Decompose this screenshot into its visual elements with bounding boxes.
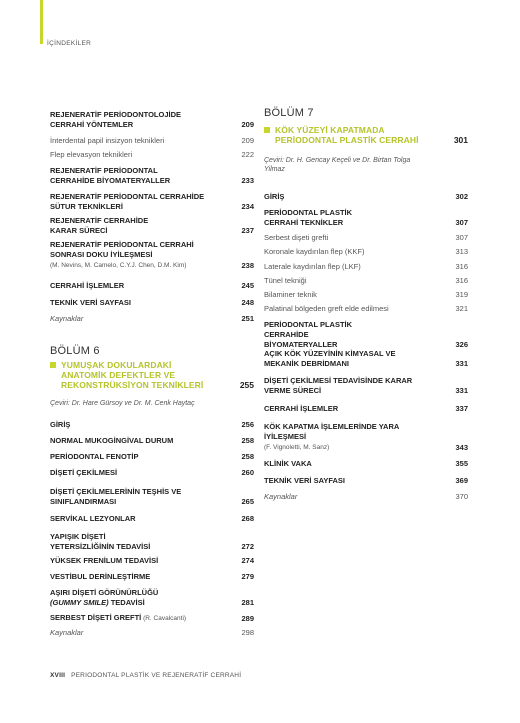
toc-entry-page: 222 [241, 150, 254, 159]
toc-entry-title-text: REJENERATİF PERİODONTAL CERRAHİ SONRASI DOKU İYİLEŞMESİ [50, 240, 194, 259]
toc-entry-page: 251 [241, 314, 254, 323]
toc-entry[interactable] [264, 247, 468, 257]
toc-entry-title: REJENERATİF PERİODONTOLOJİDE CERRAHİ YÖNTEMLER [50, 110, 181, 129]
toc-entry[interactable] [50, 588, 254, 608]
toc-entry-page: 370 [455, 492, 468, 501]
toc-entry-title-text: AŞIRI DİŞETİ GÖRÜNÜRLÜĞÜ [50, 588, 159, 597]
toc-entry-page: 274 [241, 556, 254, 565]
toc-entry[interactable] [264, 192, 468, 202]
toc-entry[interactable] [50, 532, 254, 552]
toc-entry-page: 238 [241, 261, 254, 270]
toc-entry-page: 313 [455, 247, 468, 256]
toc-entry-page: 319 [455, 290, 468, 299]
toc-entry-page: 279 [241, 572, 254, 581]
toc-entry-page: 237 [241, 226, 254, 235]
toc-entry-page: 256 [241, 420, 254, 429]
toc-entry-title: Kaynaklar [264, 492, 298, 501]
toc-entry[interactable] [264, 290, 468, 300]
toc-entry-title: Palatinal bölgeden greft elde edilmesi [264, 304, 389, 313]
toc-entry[interactable] [264, 276, 468, 286]
toc-entry[interactable] [264, 376, 468, 396]
toc-entry[interactable] [50, 572, 254, 582]
chapter-translators: Çeviri: Dr. Hare Gürsoy ve Dr. M. Cenk Haytaç [50, 400, 195, 407]
toc-entry[interactable] [50, 487, 254, 507]
toc-entry-page: 343 [455, 443, 468, 452]
footer-page-number: XVIII [50, 672, 66, 679]
toc-entry[interactable] [50, 628, 254, 638]
toc-entry-page: 321 [455, 304, 468, 313]
chapter-title: YUMUŞAK DOKULARDAKİ ANATOMİK DEFEKTLER VE REKONSTRÜKSİYON TEKNİKLERİ [50, 360, 215, 390]
toc-entry[interactable] [264, 233, 468, 243]
toc-entry[interactable] [50, 166, 254, 186]
toc-entry-page: 331 [455, 359, 468, 368]
toc-entry-authors: (F. Vignoletti, M. Sanz) [264, 444, 330, 451]
toc-entry-title: GİRİŞ [50, 420, 71, 429]
toc-entry-page: 268 [241, 514, 254, 523]
page-header: İÇİNDEKİLER [47, 40, 92, 47]
toc-entry[interactable] [50, 136, 254, 146]
toc-entry-page: 258 [241, 436, 254, 445]
toc-entry[interactable] [50, 298, 254, 308]
toc-entry-title: PERİODONTAL PLASTİK CERRAHİ TEKNİKLER [264, 208, 353, 227]
toc-entry-title: REJENERATİF PERİODONTAL CERRAHİDE BİYOMATERYALLER [50, 166, 171, 185]
toc-entry[interactable] [50, 452, 254, 462]
toc-entry[interactable] [50, 468, 254, 478]
chapter-label: BÖLÜM 6 [50, 345, 100, 357]
toc-entry-title [50, 588, 200, 608]
toc-entry-page: 272 [241, 542, 254, 551]
toc-entry[interactable] [50, 216, 254, 236]
toc-entry-title: DİŞETİ ÇEKİLMESİ TEDAVİSİNDE KARAR VERME SÜRECİ [264, 376, 413, 395]
toc-entry-title: Laterale kaydırılan flep (LKF) [264, 262, 361, 271]
toc-entry-title [264, 422, 414, 453]
toc-entry-title: TEKNİK VERİ SAYFASI [264, 476, 345, 485]
toc-entry[interactable] [264, 459, 468, 469]
toc-entry-title [50, 613, 186, 624]
toc-entry[interactable] [50, 110, 254, 130]
toc-entry-title: İnterdental papil insizyon teknikleri [50, 136, 165, 145]
chapter-title-entry[interactable] [50, 360, 254, 390]
toc-entry-page: 265 [241, 497, 254, 506]
toc-entry-page: 245 [241, 281, 254, 290]
toc-entry[interactable] [50, 613, 254, 624]
toc-entry[interactable] [50, 556, 254, 566]
toc-entry-title: REJENERATİF CERRAHİDE KARAR SÜRECİ [50, 216, 149, 235]
toc-entry[interactable] [50, 314, 254, 324]
chapter-translators: Çeviri: Dr. H. Gencay Keçeli ve Dr. Birtan Tolga Yilmaz [264, 157, 411, 173]
toc-entry-title: REJENERATİF PERİODONTAL CERRAHİDE SÜTUR TEKNİKLERİ [50, 192, 205, 211]
toc-entry-page: 234 [241, 202, 254, 211]
toc-entry-title: Flep elevasyon teknikleri [50, 150, 133, 159]
toc-entry[interactable] [264, 349, 468, 369]
toc-entry-page: 302 [455, 192, 468, 201]
toc-entry-title [50, 240, 225, 271]
toc-entry-title: Bilaminer teknik [264, 290, 317, 299]
chapter-title: KÖK YÜZEYİ KAPATMADA PERİODONTAL PLASTİK CERRAHİ [264, 125, 434, 145]
toc-entry-page: 307 [455, 218, 468, 227]
toc-entry[interactable] [264, 208, 468, 228]
toc-entry-title: NORMAL MUKOGİNGİVAL DURUM [50, 436, 174, 445]
toc-entry-title: TEKNİK VERİ SAYFASI [50, 298, 131, 307]
toc-entry-title: Tünel tekniği [264, 276, 307, 285]
toc-entry-title: CERRAHİ İŞLEMLER [50, 281, 125, 290]
toc-entry-title-tail: TEDAVİSİ [108, 598, 145, 607]
toc-entry-page: 331 [455, 386, 468, 395]
toc-entry-title: Kaynaklar [50, 628, 84, 637]
chapter-page: 301 [453, 135, 468, 145]
toc-entry-title: KLİNİK VAKA [264, 459, 312, 468]
toc-entry-page: 258 [241, 452, 254, 461]
toc-entry-title-italic: (GUMMY SMILE) [50, 598, 109, 607]
toc-entry[interactable] [264, 304, 468, 314]
toc-entry-page: 326 [455, 340, 468, 349]
toc-entry[interactable] [50, 436, 254, 446]
toc-entry-page: 281 [241, 598, 254, 607]
chapter-page: 255 [239, 380, 254, 390]
toc-entry[interactable] [264, 492, 468, 502]
toc-entry-title: DİŞETİ ÇEKİLMELERİNİN TEŞHİS VE SINIFLANDIRMASI [50, 487, 182, 506]
toc-entry-title: VESTİBUL DERİNLEŞTİRME [50, 572, 151, 581]
toc-entry[interactable] [264, 476, 468, 486]
toc-entry-authors: (R. Cavalcanti) [141, 615, 187, 622]
toc-entry-title: Serbest dişeti grefti [264, 233, 329, 242]
toc-entry[interactable] [264, 404, 468, 414]
toc-entry-page: 307 [455, 233, 468, 242]
footer-book-title: PERIODONTAL PLASTİK VE REJENERATİF CERRAHİ [71, 672, 242, 679]
toc-entry-authors: (M. Nevins, M. Camelo, C.Y.J. Chen, D.M. Kim) [50, 262, 187, 269]
toc-entry-title: YÜKSEK FRENİLUM TEDAVİSİ [50, 556, 159, 565]
chapter-title-entry[interactable] [264, 125, 468, 145]
toc-entry-title: Koronale kaydırılan flep (KKF) [264, 247, 365, 256]
toc-entry-page: 260 [241, 468, 254, 477]
toc-entry-title: SERVİKAL LEZYONLAR [50, 514, 136, 523]
toc-entry-title: PERİODONTAL FENOTİP [50, 452, 139, 461]
toc-entry-page: 316 [455, 276, 468, 285]
toc-entry-title: AÇIK KÖK YÜZEYİNİN KİMYASAL VE MEKANİK DEBRİDMANI [264, 349, 396, 368]
toc-entry-page: 369 [455, 476, 468, 485]
toc-entry-title-text: KÖK KAPATMA İŞLEMLERİNDE YARA İYİLEŞMESİ [264, 422, 400, 441]
toc-entry-title: GİRİŞ [264, 192, 285, 201]
toc-entry-title-text: SERBEST DİŞETİ GREFTİ [50, 613, 142, 622]
toc-entry[interactable] [50, 514, 254, 524]
toc-entry[interactable] [50, 192, 254, 212]
toc-entry-page: 209 [241, 136, 254, 145]
toc-entry[interactable] [50, 150, 254, 160]
toc-entry[interactable] [50, 281, 254, 291]
toc-entry-page: 248 [241, 298, 254, 307]
toc-entry-title: PERİODONTAL PLASTİK CERRAHİDE BİYOMATERYALLER [264, 320, 353, 349]
toc-entry-page: 337 [455, 404, 468, 413]
toc-entry[interactable] [50, 240, 254, 271]
toc-entry-page: 316 [455, 262, 468, 271]
toc-entry-page: 298 [241, 628, 254, 637]
toc-entry-title: YAPIŞIK DİŞETİ YETERSİZLİĞİNİN TEDAVİSİ [50, 532, 151, 551]
header-accent-bar [40, 0, 43, 44]
toc-entry-page: 355 [455, 459, 468, 468]
page-footer [50, 672, 241, 679]
toc-entry[interactable] [264, 262, 468, 272]
toc-entry[interactable] [264, 320, 468, 350]
toc-entry-title: DİŞETİ ÇEKİLMESİ [50, 468, 118, 477]
toc-entry-page: 233 [241, 176, 254, 185]
chapter-label: BÖLÜM 7 [264, 107, 314, 119]
toc-entry[interactable] [264, 422, 468, 453]
toc-entry-page: 209 [241, 120, 254, 129]
toc-entry[interactable] [50, 420, 254, 430]
toc-entry-title: CERRAHİ İŞLEMLER [264, 404, 339, 413]
toc-entry-title: Kaynaklar [50, 314, 84, 323]
toc-entry-page: 289 [241, 614, 254, 623]
